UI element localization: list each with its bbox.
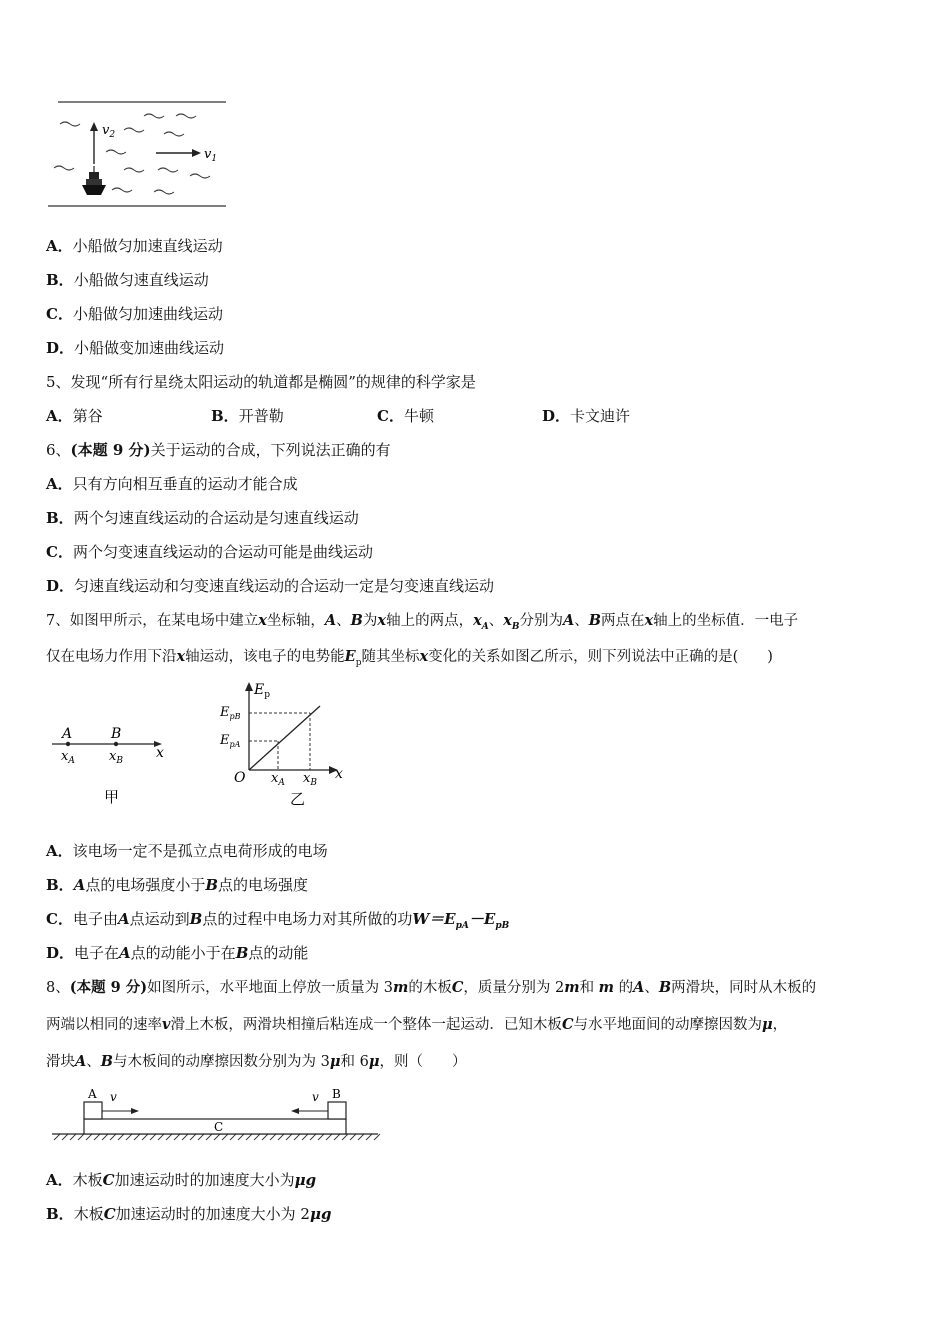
yi-label-origin: O: [234, 770, 246, 786]
block-b-label: B: [332, 1087, 341, 1101]
q7-option-b[interactable]: B．A点的电场强度小于B点的电场强度: [46, 876, 309, 894]
yi-label-x: x: [335, 766, 343, 782]
q8-option-b[interactable]: B．木板C加速运动时的加速度大小为 2μg: [46, 1205, 332, 1223]
v1-label: $v_1$: [204, 147, 218, 164]
v2-label: $v_2$: [102, 123, 116, 140]
q7-figure-jia: [48, 722, 178, 812]
yi-label-xa: $x_A$: [271, 771, 285, 788]
yi-ep-line: [249, 706, 320, 770]
q4-option-b[interactable]: B．小船做匀速直线运动: [46, 271, 209, 289]
q8-stem-line1: 8、(本题 9 分)如图所示，水平地面上停放一质量为 3m的木板C，质量分别为 2m和 m 的A、B两滑块，同时从木板的: [46, 979, 817, 996]
q4-option-a[interactable]: A．小船做匀加速直线运动: [46, 237, 223, 255]
q5-option-a[interactable]: A．第谷: [46, 407, 103, 425]
arrow-b-head: [291, 1108, 299, 1114]
q8-stem-line3: 滑块A、B与木板间的动摩擦因数分别为为 3μ和 6μ，则（ ）: [46, 1053, 467, 1070]
yi-label-xb: $x_B$: [303, 771, 317, 788]
block-a-label: A: [88, 1087, 97, 1101]
jia-label-a: A: [62, 726, 73, 742]
q8-option-a[interactable]: A．木板C加速运动时的加速度大小为μg: [46, 1171, 317, 1189]
q7-option-a[interactable]: A．该电场一定不是孤立点电荷形成的电场: [46, 842, 328, 860]
q5-option-d[interactable]: D．卡文迪许: [542, 407, 631, 425]
boat-icon: [82, 166, 106, 195]
jia-caption: 甲: [104, 788, 120, 806]
q6-stem: 6、(本题 9 分)关于运动的合成，下列说法正确的有: [46, 441, 391, 459]
v1-arrowhead: [192, 149, 201, 157]
q7-figure-yi: [214, 678, 354, 813]
jia-point-b: [114, 742, 118, 746]
q6-option-b[interactable]: B．两个匀速直线运动的合运动是匀速直线运动: [46, 509, 359, 527]
q7-option-c[interactable]: C．电子由A点运动到B点的过程中电场力对其所做的功$W=E_{pA}-E_{pB}$: [46, 910, 510, 931]
q8-board-figure: [50, 1086, 382, 1146]
q7-stem-line1: 7、如图甲所示，在某电场中建立x坐标轴，A、B为x轴上的两点，$x_A$、$x_B$分别为A、B两点在x轴上的坐标值．一电子: [46, 612, 799, 632]
yi-label-epa: $E_{pA}$: [220, 733, 241, 749]
v2-arrowhead: [90, 122, 98, 131]
q6-option-d[interactable]: D．匀速直线运动和匀变速直线运动的合运动一定是匀变速直线运动: [46, 577, 495, 595]
arrow-a-head: [131, 1108, 139, 1114]
block-a: [84, 1102, 102, 1119]
q5-stem: 5、发现“所有行星绕太阳运动的轨道都是椭圆”的规律的科学家是: [46, 373, 476, 391]
jia-label-xa: $x_A$: [61, 749, 75, 766]
arrow-a-label: v: [110, 1090, 117, 1104]
arrow-b-label: v: [312, 1090, 319, 1104]
q5-option-c[interactable]: C．牛顿: [377, 407, 434, 425]
q8-stem-line2: 两端以相同的速率v滑上木板，两滑块相撞后粘连成一个整体一起运动．已知木板C与水平地面间的动摩擦因数为μ，: [46, 1016, 788, 1033]
q6-option-c[interactable]: C．两个匀变速直线运动的合运动可能是曲线运动: [46, 543, 373, 561]
water-waves: [54, 114, 210, 194]
block-b: [328, 1102, 346, 1119]
yi-label-ep: $E_p$: [254, 682, 270, 700]
q4-option-c[interactable]: C．小船做匀加速曲线运动: [46, 305, 223, 323]
jia-label-x: x: [156, 745, 164, 761]
yi-caption: 乙: [290, 790, 306, 808]
yi-label-epb: $E_{pB}$: [220, 705, 241, 721]
jia-label-xb: $x_B$: [109, 749, 123, 766]
ground-hatching: [54, 1134, 380, 1140]
q4-option-d[interactable]: D．小船做变加速曲线运动: [46, 339, 225, 357]
q7-option-d[interactable]: D．电子在A点的动能小于在B点的动能: [46, 944, 309, 962]
river-boat-figure: [46, 96, 232, 211]
q6-option-a[interactable]: A．只有方向相互垂直的运动才能合成: [46, 475, 298, 493]
q7-stem-line2: 仅在电场力作用下沿x轴运动，该电子的电势能$E_p$随其坐标x变化的关系如图乙所示，则下列说法中正确的是( ): [46, 648, 773, 668]
q5-option-b[interactable]: B．开普勒: [211, 407, 284, 425]
jia-label-b: B: [111, 726, 122, 742]
yi-y-arrowhead: [245, 682, 253, 691]
jia-point-a: [66, 742, 70, 746]
board-c-label: C: [214, 1120, 224, 1134]
